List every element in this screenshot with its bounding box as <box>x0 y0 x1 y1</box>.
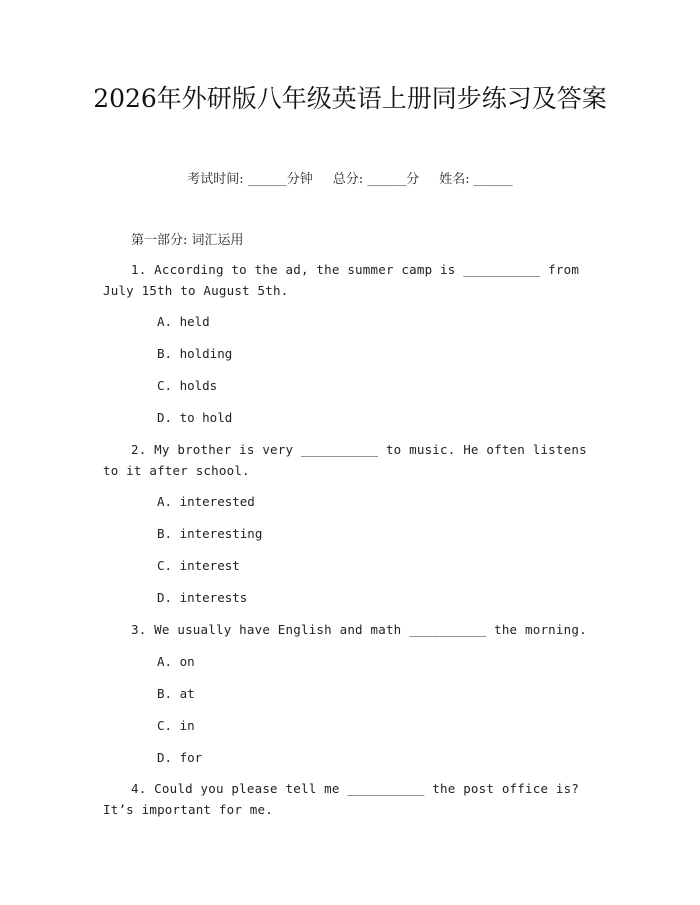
question-4: 4. Could you please tell me __________ the post office is? It’s important for me. <box>103 781 580 817</box>
document-title: 2026年外研版八年级英语上册同步练习及答案 <box>93 84 607 113</box>
question-1-option-b: B. holding <box>157 346 233 361</box>
exam-time: 考试时间: ______分钟 <box>187 172 313 187</box>
question-1-option-a: A. held <box>157 314 210 329</box>
question-2-option-c: C. interest <box>157 558 240 573</box>
question-3-option-a: A. on <box>157 654 195 669</box>
student-name-field: 姓名: ______ <box>439 172 513 187</box>
section-heading: 第一部分: 词汇运用 <box>131 233 244 248</box>
question-1-option-d: D. to hold <box>157 410 233 425</box>
exam-total-score: 总分: ______分 <box>332 172 420 187</box>
question-2-option-d: D. interests <box>157 590 248 605</box>
question-2: 2. My brother is very __________ to music. He often listens to it after school. <box>103 442 587 478</box>
question-1-option-c: C. holds <box>157 378 218 393</box>
question-3-option-b: B. at <box>157 686 195 701</box>
question-3: 3. We usually have English and math __________ the morning. <box>131 622 587 637</box>
question-3-option-d: D. for <box>157 750 203 765</box>
question-1: 1. According to the ad, the summer camp is __________ from July 15th to August 5th. <box>103 262 580 298</box>
question-2-option-b: B. interesting <box>157 526 263 541</box>
question-3-option-c: C. in <box>157 718 195 733</box>
exam-meta <box>0 168 700 187</box>
question-2-option-a: A. interested <box>157 494 255 509</box>
